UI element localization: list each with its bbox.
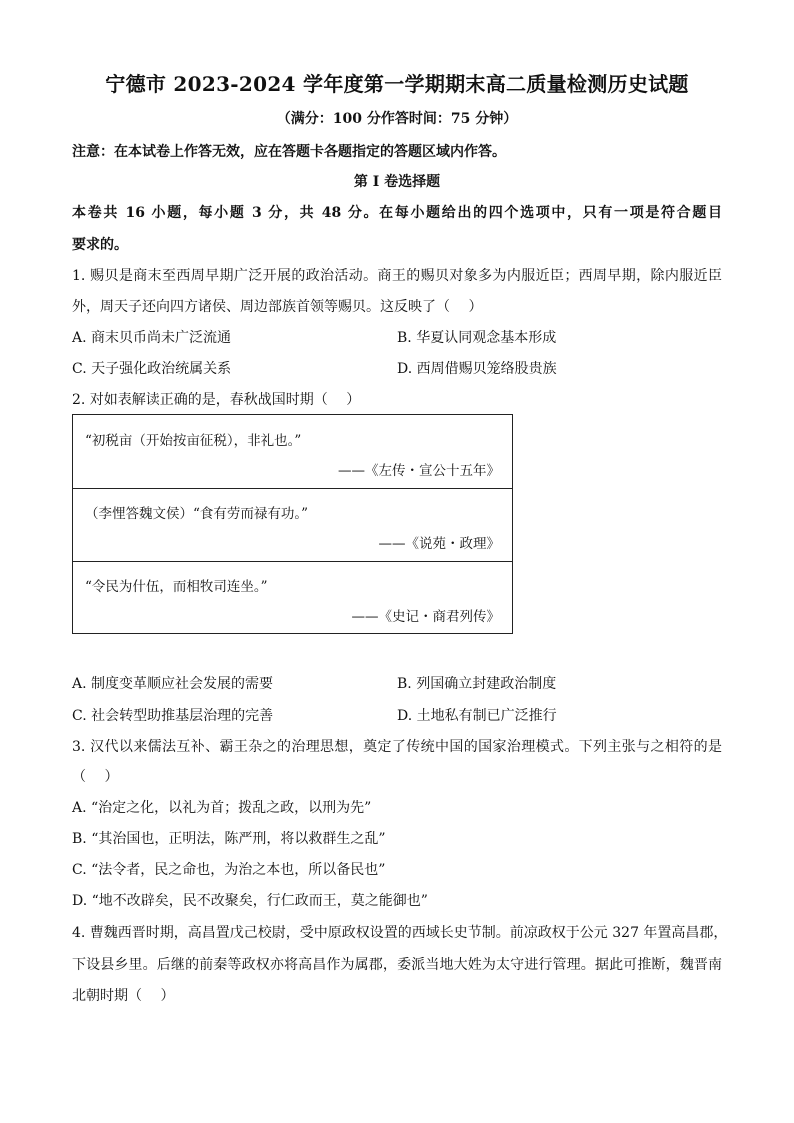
q1-option-d: D. 西周借赐贝笼络股贵族 xyxy=(397,361,557,377)
q2-option-a: A. 制度变革顺应社会发展的需要 xyxy=(72,676,274,692)
table-quote: （李悝答魏文侯）“食有劳而禄有功。” xyxy=(85,506,309,522)
q4-stem-line-3: 北朝时期（ ） xyxy=(72,988,175,1004)
q3-stem-line-1: 3. 汉代以来儒法互补、霸王杂之的治理思想，奠定了传统中国的国家治理模式。下列主张与之相符的是 xyxy=(72,739,722,755)
table-row xyxy=(73,415,512,488)
table-quote: “令民为什伍，而相牧司连坐。” xyxy=(85,579,268,595)
exam-subtitle: （满分：100 分作答时间：75 分钟） xyxy=(276,111,518,127)
table-source: ——《说苑・政理》 xyxy=(378,536,500,552)
notice: 注意：在本试卷上作答无效，应在答题卡各题指定的答题区域内作答。 xyxy=(72,144,506,160)
q4-stem-line-1: 4. 曹魏西晋时期，高昌置戊己校尉，受中原政权设置的西域长史节制。前凉政权于公元 327 年置高昌郡， xyxy=(72,925,728,941)
q1-option-b: B. 华夏认同观念基本形成 xyxy=(397,330,557,346)
table-quote: “初税亩（开始按亩征税），非礼也。” xyxy=(85,433,302,449)
q1-stem-line-2: 外，周天子还向四方诸侯、周边部族首领等赐贝。这反映了（ ） xyxy=(72,299,483,315)
table-source: ——《史记・商君列传》 xyxy=(351,609,500,625)
section-instructions-line-1: 本卷共 16 小题，每小题 3 分，共 48 分。在每小题给出的四个选项中，只有一项是符合题目 xyxy=(72,205,722,221)
q2-option-c: C. 社会转型助推基层治理的完善 xyxy=(72,708,274,724)
q3-option-a: A. “治定之化，以礼为首；拨乱之政，以刑为先” xyxy=(72,800,372,816)
q1-option-a: A. 商末贝币尚未广泛流通 xyxy=(72,330,232,346)
q4-stem-line-2: 下设县乡里。后继的前秦等政权亦将高昌作为属郡，委派当地大姓为太守进行管理。据此可推断，魏晋南 xyxy=(72,957,722,973)
q2-option-d: D. 土地私有制已广泛推行 xyxy=(397,708,557,724)
q3-option-b: B. “其治国也，正明法，陈严刑，将以救群生之乱” xyxy=(72,831,386,847)
table-row xyxy=(73,488,512,561)
table-row xyxy=(73,561,512,634)
table-source: ——《左传・宣公十五年》 xyxy=(338,463,500,479)
section-instructions-line-2: 要求的。 xyxy=(72,237,128,253)
q3-option-c: C. “法令者，民之命也，为治之本也，所以备民也” xyxy=(72,862,386,878)
q2-stem: 2. 对如表解读正确的是，春秋战国时期（ ） xyxy=(72,392,361,408)
section-heading: 第 I 卷选择题 xyxy=(353,174,441,190)
q1-option-c: C. 天子强化政治统属关系 xyxy=(72,361,232,377)
q3-option-d: D. “地不改辟矣，民不改聚矣，行仁政而王，莫之能御也” xyxy=(72,893,428,909)
q2-option-b: B. 列国确立封建政治制度 xyxy=(397,676,557,692)
q1-stem-line-1: 1. 赐贝是商末至西周早期广泛开展的政治活动。商王的赐贝对象多为内服近臣；西周早期，除内服近臣 xyxy=(72,268,722,284)
exam-title: 宁德市 2023-2024 学年度第一学期期末高二质量检测历史试题 xyxy=(105,72,689,96)
q2-quote-table xyxy=(72,414,513,634)
q3-stem-line-2: （ ） xyxy=(72,769,119,785)
